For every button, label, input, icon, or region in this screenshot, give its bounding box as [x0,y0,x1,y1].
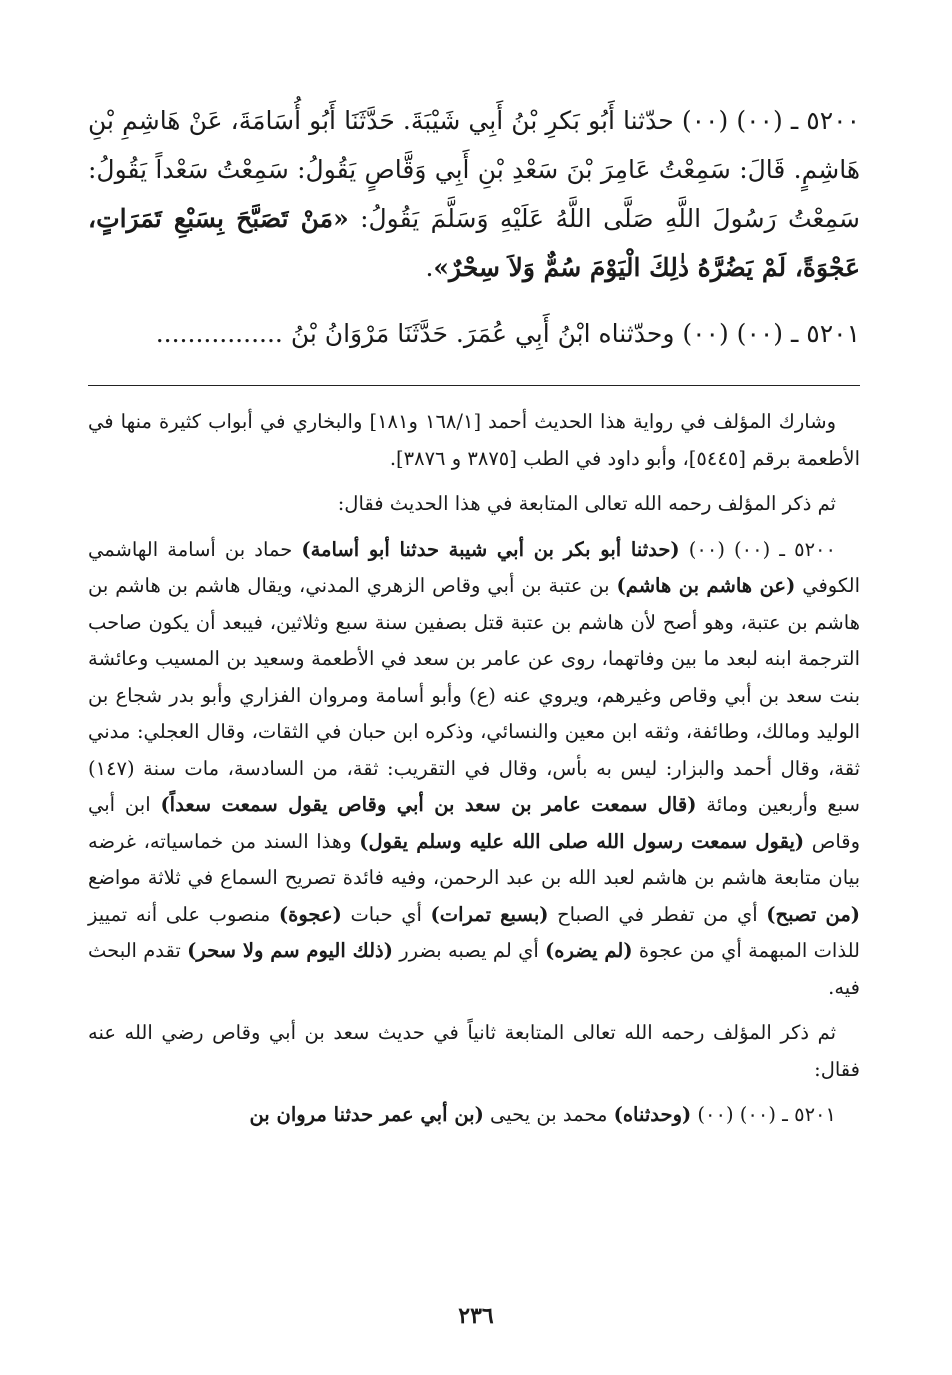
page-body [88,96,860,1134]
text-run: تقدم البحث فيه. [88,939,860,999]
bold-quote: (قال سمعت عامر بن سعد بن أبي وقاص يقول سمعت سعداً) [160,793,697,816]
bold-quote: (عن هاشم بن هاشم) [616,574,796,597]
text-run: أي من تفطر في الصباح [548,902,767,926]
commentary-paragraph-1: وشارك المؤلف في رواية هذا الحديث أحمد [١٦٨/١ و١٨١] والبخاري في أبواب كثيرة منها في الأطعمة برقم [٥٤٤٥]، وأبو داود في الطب [٣٨٧٥ و ٣٨٧٦]. [88,410,860,470]
bold-quote: (من تصبح) [766,902,861,926]
hadith-text-block [88,96,860,358]
text-run: محمد بن يحيى [483,1103,614,1126]
text-run: ٥٢٠١ ـ (٠٠) (٠٠) [691,1103,836,1126]
hadith-5201: ٥٢٠١ ـ (٠٠) (٠٠) وحدّثناه ابْنُ أَبِي عُمَرَ. حَدَّثَنَا مَرْوَانُ بْنُ ................ [155,319,860,348]
text-run: حماد بن أسامة الهاشمي الكوفي [88,537,860,597]
text-run: أي حبات [341,902,431,926]
bold-quote: (عجوة) [278,902,342,926]
bold-quote: (بسبع تمرات) [430,902,549,926]
bold-quote: (لم يضره) [545,939,633,962]
text-run: بن عتبة بن أبي وقاص الزهري المدني، ويقال هاشم بن هاشم بن هاشم بن عتبة، وهو أصح لأن هاشم بن عتبة قتل بصفين سنة سبع وثلاثين، فيبعد أن يكون صاحب الترجمة ابنه لبعد ما بين وفاتهما، روى عن عامر بن سعد في الأطعمة وسعيد بن المسيب وعائشة بنت سعد بن أبي وقاص وغيرهم، ويروي عنه (ع) وأبو أسامة ومروان الفزاري وأبو بدر شجاع بن الوليد ومالك، وطائفة، وثقه ابن معين والنسائي، وذكره ابن حبان في الثقات، وقال العجلي: مدني ثقة، وقال أحمد والبزار: ليس به بأس، وقال في التقريب: ثقة، من السادسة، مات سنة (١٤٧) سبع وأربعين ومائة [88,574,860,816]
bold-quote: (حدثنا أبو بكر بن أبي شيبة حدثنا أبو أسامة) [301,537,680,561]
page-number: ٢٣٦ [458,1303,494,1329]
separator-line [88,385,860,386]
text-run: ٥٢٠٠ ـ (٠٠) (٠٠) [679,537,836,561]
commentary-paragraph-4: ثم ذكر المؤلف رحمه الله تعالى المتابعة ثانياً في حديث سعد بن أبي وقاص رضي الله عنه فقال: [88,1021,860,1081]
commentary-paragraph-2: ثم ذكر المؤلف رحمه الله تعالى المتابعة في هذا الحديث فقال: [337,492,836,515]
commentary-paragraph-3 [88,532,860,1007]
text-run: ابن أبي وقاص [88,793,860,853]
hadith-5200-end: . [425,253,434,282]
hadith-5200 [88,96,860,292]
commentary-paragraph-5 [88,1097,860,1134]
text-run: وهذا السند من خماسياته، غرضه بيان متابعة هاشم بن هاشم لعبد الله بن عبد الرحمن، وفيه فائدة تصريح السماع في ثلاثة مواضع [88,829,860,889]
hadith-5200-matn: «مَنْ تَصَبَّحَ بِسَبْعِ تَمَرَاتٍ، عَجْوَةً، لَمْ يَضُرَّهُ ذٰلِكَ الْيَوْمَ سُمٌّ وَلاَ سِحْرٌ» [88,204,860,282]
bold-quote: (ذلك اليوم سم ولا سحر) [187,939,393,962]
bold-quote: (وحدثناه) [613,1103,692,1126]
bold-quote: (بن أبي عمر حدثنا مروان بن [249,1103,484,1126]
text-run: أي لم يصبه بضرر [392,939,546,962]
text-run: منصوب على أنه تمييز للذات المبهمة أي من عجوة [88,902,860,962]
hadith-5200-chain: ٥٢٠٠ ـ (٠٠) (٠٠) حدّثنا أَبُو بَكرِ بْنُ أَبِي شَيْبَةَ. حَدَّثَنَا أَبُو أُسَامَةَ، عَنْ هَاشِمِ بْنِ هَاشِمٍ. قَالَ: سَمِعْتُ عَامِرَ بْنَ سَعْدِ بْنِ أَبِي وَقَّاصٍ يَقُولُ: سَمِعْتُ سَعْداً يَقُولُ: سَمِعْتُ رَسُولَ اللَّهِ صَلَّى اللَّهُ عَلَيْهِ وَسَلَّمَ يَقُولُ: [88,106,860,233]
bold-quote: (يقول سمعت رسول الله صلى الله عليه وسلم يقول) [359,829,805,853]
commentary-block [88,404,860,1134]
